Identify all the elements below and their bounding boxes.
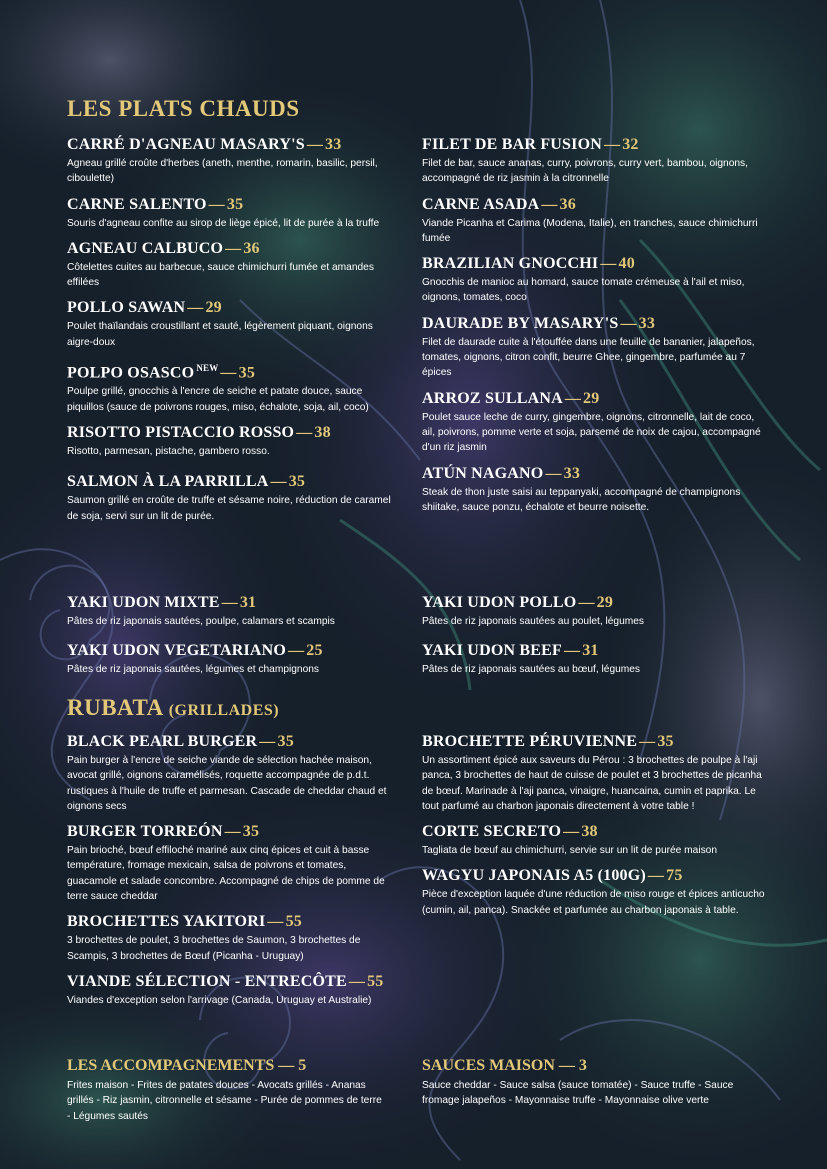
item-name: POLLO SAWAN	[67, 299, 186, 317]
item-description: Steak de thon juste saisi au teppanyaki, accompagné de champignons shiitake, sauce ponzu, échalote et beurre noisette.	[422, 486, 741, 513]
item-description: Viandes d'exception selon l'arrivage (Canada, Uruguay et Australie)	[67, 994, 372, 1006]
item-name: SALMON À LA PARRILLA	[67, 473, 269, 491]
item-price: 38	[314, 424, 331, 441]
item-description: Un assortiment épicé aux saveurs du Pérou : 3 brochettes de poulpe à l'aji panca, 3 brochettes de haut de cuisse de poulet et 3 brochettes de picanha de bœuf. Marinade à l'aji panca, vinaigre, huancaina, cumin et paprika. Le tout parfumé au charbon japonais directement à votre table !	[422, 755, 762, 812]
menu-item: ARROZ SULLANA — 29 Poulet sauce leche de curry, gingembre, oignons, citronnelle, lait de coco, ail, poivrons, pomme verte et soja, parsemé de noix de cajou, accompagné d'un riz jasmin	[422, 389, 767, 456]
sauces-price: 3	[578, 1057, 587, 1074]
item-name: YAKI UDON POLLO	[422, 594, 577, 611]
item-name: BROCHETTE PÉRUVIENNE	[422, 733, 638, 750]
menu-item: YAKI UDON BEEF — 31 Pâtes de riz japonais sautées au bœuf, légumes	[422, 641, 767, 677]
item-name: FILET DE BAR FUSION	[422, 136, 602, 153]
rubata-left-column	[67, 732, 387, 1016]
item-price: 35	[226, 195, 244, 213]
item-description: Filet de daurade cuite à l'étouffée dans une feuille de bananier, jalapeños, tomates, oignons, citron confit, beurre Ghee, gingembre, parfumée au 7 épices	[422, 336, 755, 379]
item-description: Côtelettes cuites au barbecue, sauce chimichurri fumée et amandes effilées	[67, 261, 374, 289]
item-description: Tagliata de bœuf au chimichurri, servie sur un lit de purée maison	[422, 845, 718, 857]
item-price: 29	[583, 389, 600, 407]
item-name: YAKI UDON VEGETARIANO	[67, 642, 287, 660]
item-name: ATÚN NAGANO	[422, 464, 544, 482]
item-name: CARRÉ D'AGNEAU MASARY'S	[67, 136, 305, 153]
item-price: 32	[622, 136, 639, 153]
item-price: 33	[563, 464, 581, 482]
menu-item: BRAZILIAN GNOCCHI — 40 Gnocchis de manioc au homard, sauce tomate crémeuse à l'ail et miso, oignons, tomates, coco	[422, 254, 767, 306]
item-price: 35	[242, 823, 260, 841]
menu-item: YAKI UDON POLLO — 29 Pâtes de riz japonais sautées au poulet, légumes	[422, 593, 767, 629]
section-title-plats-chauds: LES PLATS CHAUDS	[67, 96, 300, 121]
item-price: 36	[559, 195, 576, 213]
section-title-rubata	[67, 695, 279, 721]
menu-item: WAGYU JAPONAIS A5 (100G) — 75 Pièce d'exception laquée d'une réduction de miso rouge et épices anticucho (cumin, ail, panca). Snackée et parfumée au charbon japonais à table.	[422, 866, 767, 918]
item-price: 25	[306, 642, 323, 660]
item-description: Filet de bar, sauce ananas, curry, poivrons, curry vert, bambou, oignons, accompagné de riz jasmin à la citronnelle	[422, 158, 748, 185]
item-name: RISOTTO PISTACCIO ROSSO	[67, 424, 295, 441]
plats-chauds-left-column	[67, 135, 397, 532]
item-name: AGNEAU CALBUCO	[67, 239, 224, 257]
item-name: BLACK PEARL BURGER	[67, 733, 258, 750]
item-description: Viande Picanha et Carima (Modena, Italie), en tranches, sauce chimichurri fumée	[422, 217, 758, 244]
item-name: ARROZ SULLANA	[422, 389, 563, 407]
menu-item: CARNE SALENTO — 35 Souris d'agneau confite au sirop de liège épicé, lit de purée à la truffe	[67, 195, 397, 231]
item-description: Saumon grillé en croûte de truffe et sésame noire, réduction de caramel de soja, servi sur un lit de purée.	[67, 495, 391, 522]
menu-item: YAKI UDON VEGETARIANO — 25 Pâtes de riz japonais sautées, légumes et champignons	[67, 641, 397, 677]
menu-item: BURGER TORREÓN — 35 Pain brioché, bœuf effiloché mariné aux cinq épices et cuit à basse température, fromage mexicain, salsa de poivrons et tomates, guacamole et salade concombre. Accompagné de chips de pomme de terre sauce cheddar	[67, 822, 387, 904]
item-price: 29	[205, 299, 222, 317]
menu-item: RISOTTO PISTACCIO ROSSO — 38 Risotto, parmesan, pistache, gambero rosso.	[67, 423, 397, 459]
item-name: YAKI UDON MIXTE	[67, 594, 220, 611]
udon-left-column	[67, 593, 397, 686]
menu-item: YAKI UDON MIXTE — 31 Pâtes de riz japonais sautées, poulpe, calamars et scampis	[67, 593, 397, 629]
menu-item: POLPO OSASCO $^{NEW}$ — 35 Poulpe grillé, gnocchis à l'encre de seiche et patate douce, sauce piquillos (sauce de poivrons rouges, miso, échalote, soja, ail, coco)	[67, 358, 397, 415]
item-price: 33	[325, 136, 342, 153]
item-price: 55	[285, 913, 302, 931]
accompagnements-block: LES ACCOMPAGNEMENTS — 5 Frites maison - Frites de patates douces - Avocats grillés - Ananas grillés - Riz jasmin, citronnelle et sésame - Purée de pommes de terre - Légumes sautés	[67, 1057, 387, 1124]
menu-item: SALMON À LA PARRILLA — 35 Saumon grillé en croûte de truffe et sésame noire, réduction de caramel de soja, servi sur un lit de purée.	[67, 472, 397, 524]
item-price: 38	[581, 823, 598, 841]
menu-item: AGNEAU CALBUCO — 36 Côtelettes cuites au barbecue, sauce chimichurri fumée et amandes effilées	[67, 239, 397, 291]
rubata-right-column	[422, 732, 767, 926]
accompagnements-title: LES ACCOMPAGNEMENTS	[67, 1057, 275, 1074]
item-description: Pâtes de riz japonais sautées, légumes et champignons	[67, 664, 320, 676]
item-name: BURGER TORREÓN	[67, 823, 223, 841]
item-name: CORTE SECRETO	[422, 823, 562, 841]
menu-item: FILET DE BAR FUSION — 32 Filet de bar, sauce ananas, curry, poivrons, curry vert, bambou, oignons, accompagné de riz jasmin à la citronnelle	[422, 135, 767, 187]
item-description: Pâtes de riz japonais sautées, poulpe, calamars et scampis	[67, 616, 335, 627]
item-name: BROCHETTES YAKITORI	[67, 913, 266, 931]
item-name: BRAZILIAN GNOCCHI	[422, 255, 599, 273]
sauces-block: SAUCES MAISON — 3 Sauce cheddar - Sauce salsa (sauce tomatée) - Sauce truffe - Sauce fromage jalapeños - Mayonnaise truffe - Mayonnaise olive verte	[422, 1057, 767, 1109]
item-description: Poulpe grillé, gnocchis à l'encre de seiche et patate douce, sauce piquillos (sauce de poivrons rouges, miso, échalote, soja, ail, coco)	[67, 386, 369, 413]
menu-item: BROCHETTE PÉRUVIENNE — 35 Un assortiment épicé aux saveurs du Pérou : 3 brochettes de poulpe à l'aji panca, 3 brochettes de haut de cuisse de poulet et 3 brochettes de picanha de bœuf. Marinade à l'aji panca, vinaigre, huancaina, cumin et paprika. Le tout parfumé au charbon japonais directement à votre table !	[422, 732, 767, 814]
new-badge: NEW	[196, 363, 219, 374]
item-description: Gnocchis de manioc au homard, sauce tomate crémeuse à l'ail et miso, oignons, tomates, coco	[422, 277, 745, 304]
item-description: 3 brochettes de poulet, 3 brochettes de Saumon, 3 brochettes de Scampis, 3 brochettes de Bœuf (Picanha - Uruguay)	[67, 935, 361, 962]
udon-right-column	[422, 593, 767, 686]
item-price: 36	[243, 239, 260, 257]
menu-item: CORTE SECRETO — 38 Tagliata de bœuf au chimichurri, servie sur un lit de purée maison	[422, 822, 767, 858]
item-price: 35	[288, 473, 306, 491]
sauces-description: Sauce cheddar - Sauce salsa (sauce tomatée) - Sauce truffe - Sauce fromage jalapeños - Mayonnaise truffe - Mayonnaise olive verte	[422, 1080, 734, 1107]
item-name: VIANDE SÉLECTION - ENTRECÔTE	[67, 972, 347, 990]
rubata-subtitle: (GRILLADES)	[168, 702, 280, 719]
item-description: Poulet thaïlandais croustillant et sauté, légèrement piquant, oignons aigre-doux	[67, 321, 373, 348]
item-name: CARNE SALENTO	[67, 195, 207, 213]
plats-chauds-right-column	[422, 135, 767, 523]
item-name: YAKI UDON BEEF	[422, 642, 563, 660]
menu-item: DAURADE BY MASARY'S — 33 Filet de daurade cuite à l'étouffée dans une feuille de bananier, jalapeños, tomates, oignons, citron confit, beurre Ghee, gingembre, parfumée au 7 épices	[422, 314, 767, 381]
item-description: Agneau grillé croûte d'herbes (aneth, menthe, romarin, basilic, persil, ciboulette)	[67, 158, 378, 185]
item-name: CARNE ASADA	[422, 195, 540, 213]
menu-item: BLACK PEARL BURGER — 35 Pain burger à l'encre de seiche viande de sélection hachée maison, avocat grillé, oignons caramélisés, roquette accompagnée de p.d.t. rustiques à l'huile de truffe et parmesan. Cascade de cheddar chaud et oignons secs	[67, 732, 387, 814]
menu-item: VIANDE SÉLECTION - ENTRECÔTE — 55 Viandes d'exception selon l'arrivage (Canada, Uruguay et Australie)	[67, 972, 387, 1008]
item-price: 33	[638, 314, 656, 332]
item-price: 35	[657, 733, 674, 750]
item-price: 35	[277, 733, 294, 750]
menu-item: CARRÉ D'AGNEAU MASARY'S — 33 Agneau grillé croûte d'herbes (aneth, menthe, romarin, basilic, persil, ciboulette)	[67, 135, 397, 187]
item-price: 29	[596, 594, 614, 611]
item-price: 31	[239, 594, 257, 611]
menu-item: CARNE ASADA — 36 Viande Picanha et Carima (Modena, Italie), en tranches, sauce chimichurri fumée	[422, 195, 767, 247]
item-price: 31	[582, 642, 599, 660]
menu-item: BROCHETTES YAKITORI — 55 3 brochettes de poulet, 3 brochettes de Saumon, 3 brochettes de Scampis, 3 brochettes de Bœuf (Picanha - Uruguay)	[67, 912, 387, 964]
item-description: Risotto, parmesan, pistache, gambero rosso.	[67, 446, 270, 457]
rubata-title: RUBATA	[67, 695, 163, 720]
item-name: POLPO OSASCO	[67, 364, 195, 382]
item-description: Pain burger à l'encre de seiche viande de sélection hachée maison, avocat grillé, oignons caramélisés, roquette accompagnée de p.d.t. rustiques à l'huile de truffe et parmesan. Cascade de cheddar chaud et oignons secs	[67, 755, 387, 812]
accompagnements-description: Frites maison - Frites de patates douces - Avocats grillés - Ananas grillés - Riz jasmin, citronnelle et sésame - Purée de pommes de terre - Légumes sautés	[67, 1080, 382, 1122]
item-description: Pièce d'exception laquée d'une réduction de miso rouge et épices anticucho (cumin, ail, panca). Snackée et parfumée au charbon japonais à table.	[422, 889, 765, 916]
item-description: Pâtes de riz japonais sautées au poulet, légumes	[422, 616, 645, 627]
item-price: 75	[666, 867, 683, 885]
item-description: Pain brioché, bœuf effiloché mariné aux cinq épices et cuit à basse température, fromage mexicain, salsa de poivrons et tomates, guacamole et salade concombre. Accompagné de chips de pomme de terre sauce cheddar	[67, 845, 385, 903]
item-price: 40	[618, 255, 635, 273]
accompagnements-price: 5	[298, 1057, 307, 1074]
item-name: WAGYU JAPONAIS A5 (100G)	[422, 867, 646, 885]
menu-item: ATÚN NAGANO — 33 Steak de thon juste saisi au teppanyaki, accompagné de champignons shiitake, sauce ponzu, échalote et beurre noisette.	[422, 464, 767, 516]
item-description: Pâtes de riz japonais sautées au bœuf, légumes	[422, 664, 641, 676]
item-description: Souris d'agneau confite au sirop de liège épicé, lit de purée à la truffe	[67, 217, 380, 229]
item-name: DAURADE BY MASARY'S	[422, 314, 619, 332]
menu-item: POLLO SAWAN — 29 Poulet thaïlandais croustillant et sauté, légèrement piquant, oignons aigre-doux	[67, 298, 397, 350]
item-description: Poulet sauce leche de curry, gingembre, oignons, citronnelle, lait de coco, ail, poivrons, pomme verte et soja, parsemé de noix de cajou, accompagné d'un riz jasmin	[422, 411, 761, 454]
sauces-title: SAUCES MAISON	[422, 1057, 555, 1074]
item-price: 55	[367, 972, 384, 990]
item-price: 35	[238, 364, 256, 382]
